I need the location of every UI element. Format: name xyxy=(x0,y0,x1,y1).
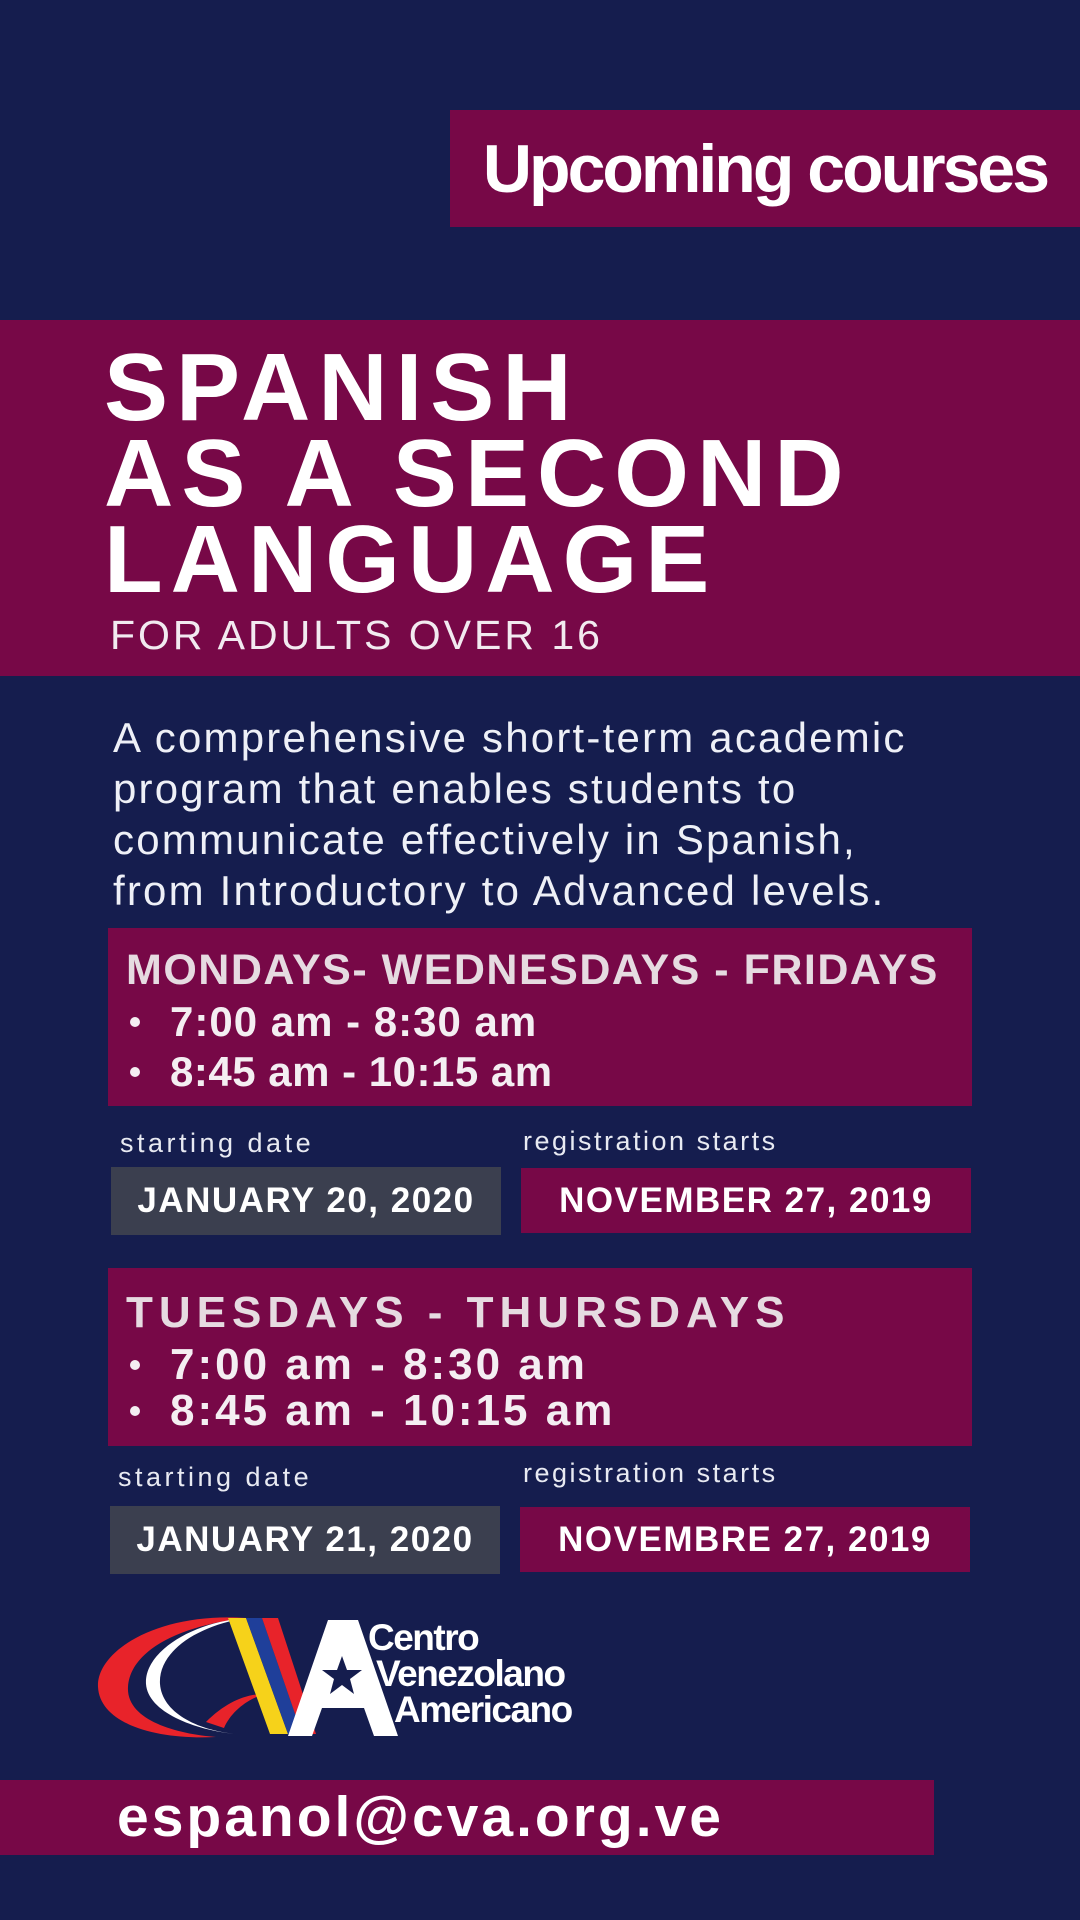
schedule-block-tt xyxy=(108,1268,972,1446)
logo-line: Centro xyxy=(368,1617,479,1658)
schedule-time-item xyxy=(130,998,537,1046)
bullet-icon xyxy=(130,1067,140,1077)
schedule-days: MONDAYS- WEDNESDAYS - FRIDAYS xyxy=(126,946,939,994)
description-line: from Introductory to Advanced levels. xyxy=(113,867,886,914)
bullet-icon xyxy=(130,1017,140,1027)
starting-date-label: starting date xyxy=(118,1462,313,1492)
hero-title-line-3: LANGUAGE xyxy=(104,506,718,613)
schedule-time: 7:00 am - 8:30 am xyxy=(170,1340,588,1389)
hero-band xyxy=(0,320,1080,676)
logo-line: Americano xyxy=(394,1689,572,1730)
registration-date-value: NOVEMBER 27, 2019 xyxy=(521,1168,971,1233)
email-band xyxy=(0,1780,934,1855)
starting-date-label: starting date xyxy=(120,1128,315,1158)
course-description xyxy=(113,712,1073,916)
bullet-icon xyxy=(130,1406,140,1416)
schedule-time-item xyxy=(130,1048,553,1096)
description-line: A comprehensive short-term academic xyxy=(113,714,907,761)
bullet-icon xyxy=(130,1360,140,1370)
hero-title-line-1: SPANISH xyxy=(104,334,580,441)
upcoming-courses-badge xyxy=(450,110,1080,227)
description-line: program that enables students to xyxy=(113,765,798,812)
badge-label: Upcoming courses xyxy=(482,130,1048,207)
schedule-time: 8:45 am - 10:15 am xyxy=(170,1386,616,1435)
registration-label: registration starts xyxy=(523,1126,778,1156)
starting-date-value: JANUARY 20, 2020 xyxy=(111,1167,501,1235)
schedule-days: TUESDAYS - THURSDAYS xyxy=(126,1288,791,1337)
starting-date-value: JANUARY 21, 2020 xyxy=(110,1506,500,1574)
description-line: communicate effectively in Spanish, xyxy=(113,816,857,863)
schedule-time: 7:00 am - 8:30 am xyxy=(170,998,538,1045)
schedule-block-mwf xyxy=(108,928,972,1106)
logo-wordmark xyxy=(368,1617,572,1730)
registration-date-value: NOVEMBRE 27, 2019 xyxy=(520,1507,970,1572)
schedule-time-item xyxy=(130,1386,615,1436)
hero-title-line-2: AS A SECOND xyxy=(104,420,852,527)
logo-line: Venezolano xyxy=(376,1653,565,1694)
hero-subtitle: FOR ADULTS OVER 16 xyxy=(110,612,603,658)
registration-label: registration starts xyxy=(523,1458,778,1488)
schedule-time: 8:45 am - 10:15 am xyxy=(170,1048,553,1095)
schedule-time-item xyxy=(130,1340,588,1390)
contact-email[interactable]: espanol@cva.org.ve xyxy=(117,1785,724,1849)
